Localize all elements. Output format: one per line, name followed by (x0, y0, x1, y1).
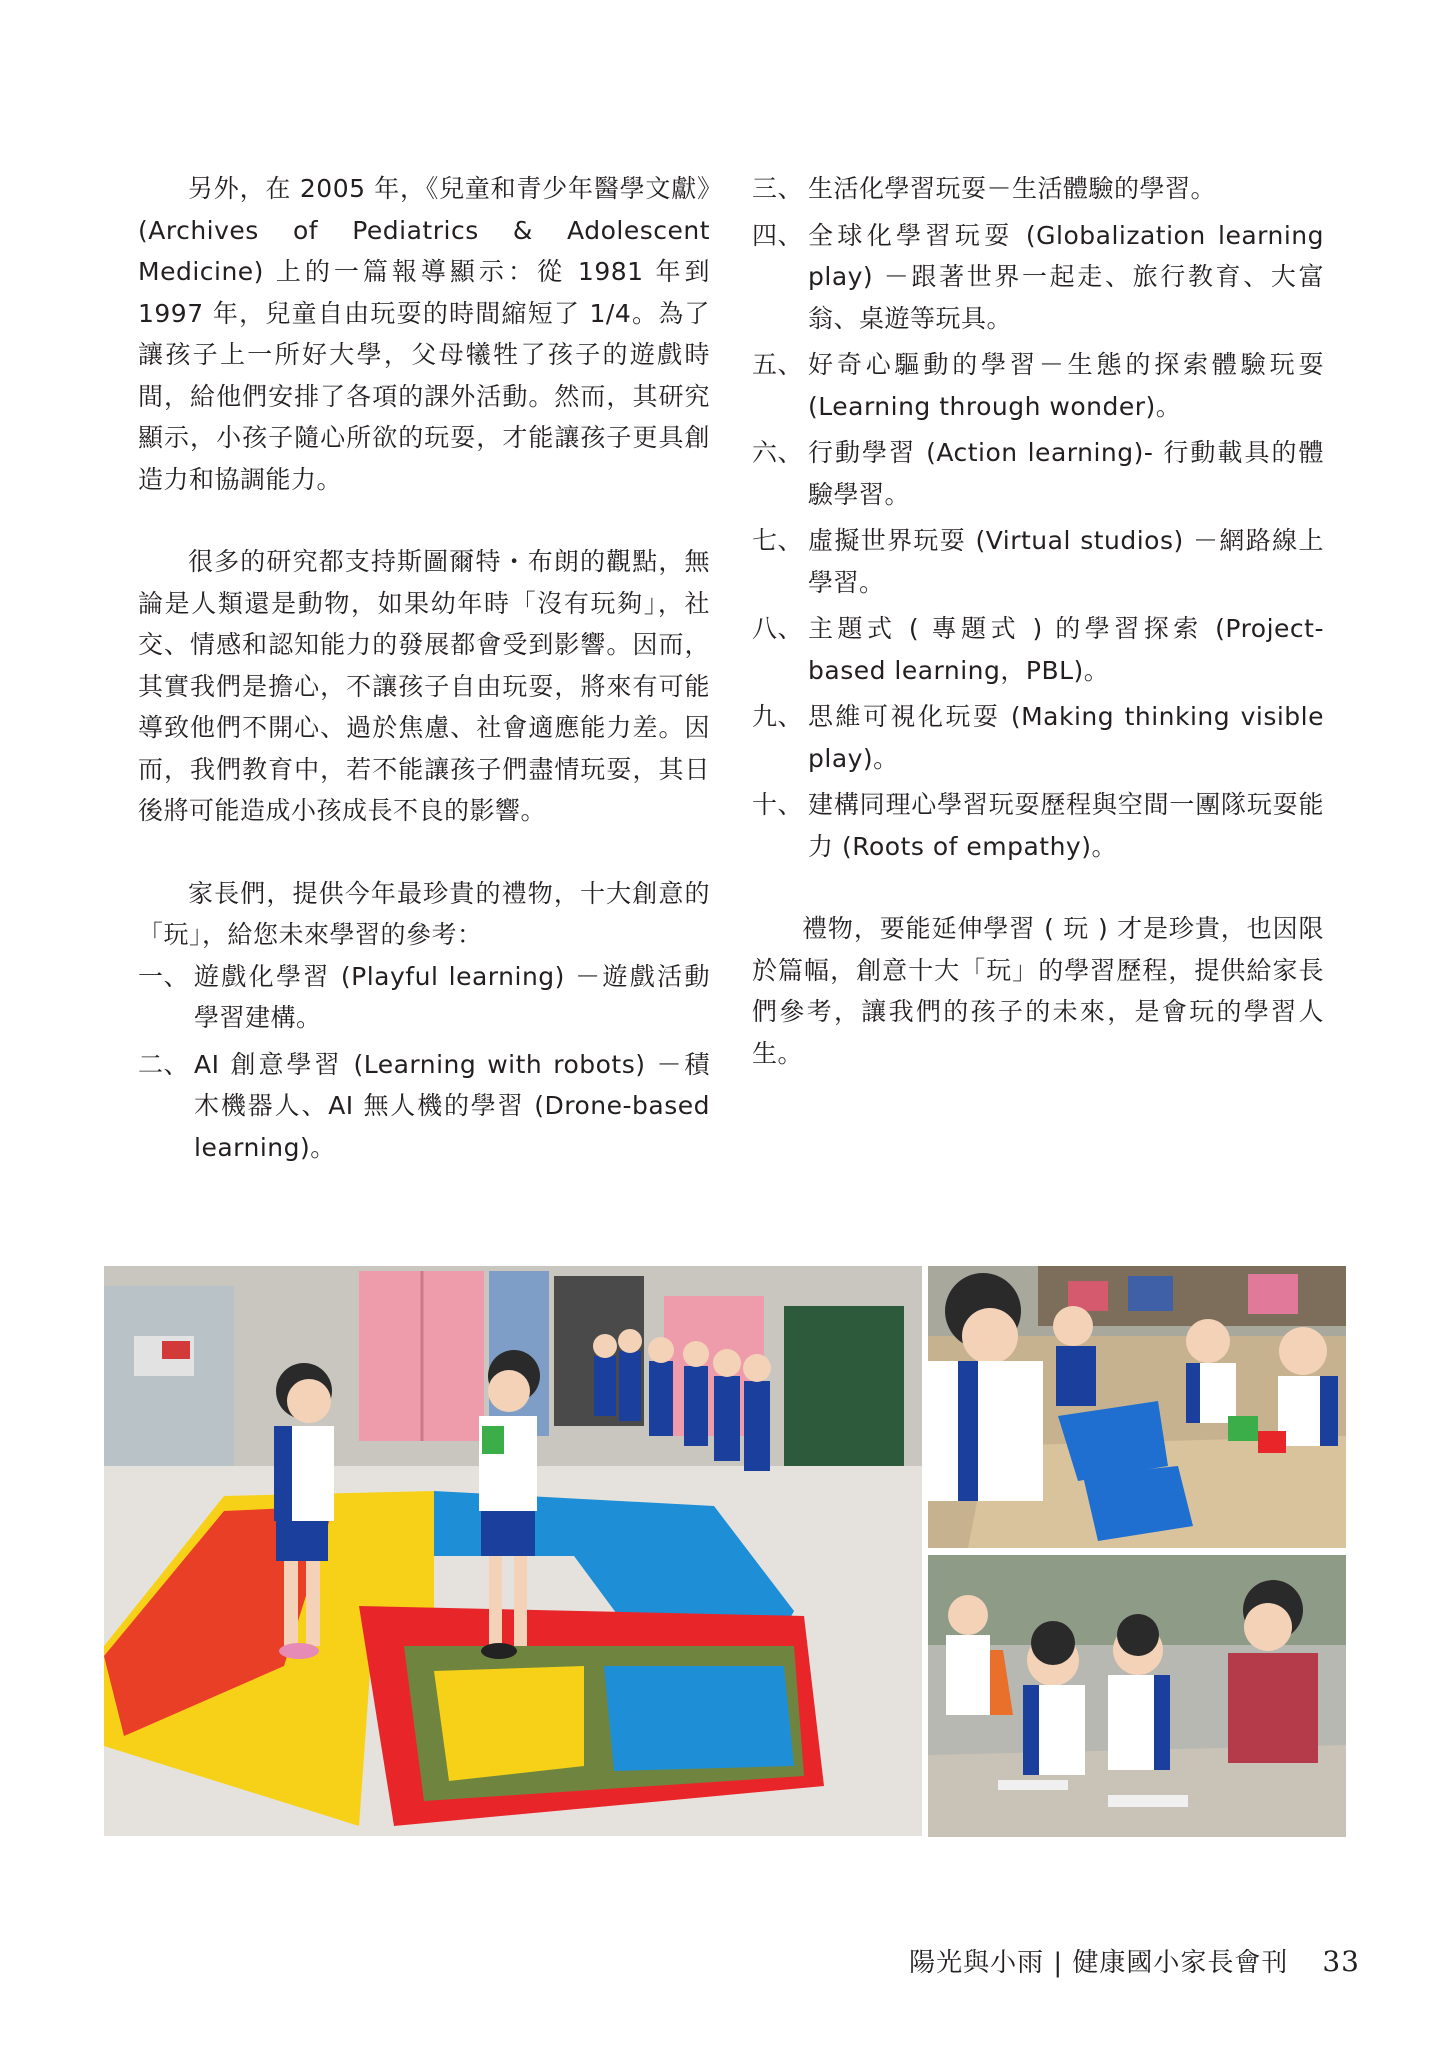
publication-title: 陽光與小雨 | 健康國小家長會刊 (909, 1948, 1289, 1978)
list-item-text: AI 創意學習 (Learning with robots) －積木機器人、AI 無人機的學習 (Drone-based learning)。 (194, 1049, 710, 1162)
right-column (752, 168, 1324, 1074)
list-item (752, 344, 1324, 427)
list-item (752, 608, 1324, 691)
list-item (138, 956, 710, 1039)
list-item-number: 十、 (752, 790, 804, 819)
list-item (138, 1044, 710, 1169)
photo-robot-blocks (928, 1266, 1346, 1548)
robot-blocks-illustration (928, 1266, 1346, 1548)
creative-play-list-part2 (752, 168, 1324, 867)
list-item (752, 168, 1324, 210)
list-item-number: 九、 (752, 702, 804, 731)
list-item-number: 三、 (752, 174, 804, 203)
list-item (752, 432, 1324, 515)
page-footer (909, 1942, 1360, 1979)
list-item-number: 一、 (138, 961, 190, 991)
list-item-number: 八、 (752, 614, 804, 643)
list-item-number: 四、 (752, 220, 804, 250)
photo-drone-learning (928, 1555, 1346, 1837)
list-item-number: 六、 (752, 438, 804, 467)
list-item-text: 生活化學習玩耍－生活體驗的學習。 (808, 174, 1217, 203)
list-item-text: 建構同理心學習玩耍歷程與空間一團隊玩耍能力 (Roots of empathy)。 (808, 790, 1324, 861)
paragraph-play-time: 另外，在 2005 年，《兒童和青少年醫學文獻》(Archives of Pediatrics & Adolescent Medicine) 上的一篇報導顯示：從 1981 年到 1997 年，兒童自由玩耍的時間縮短了 1/4。為了讓孩子上一所好大學，父母犧牲了孩子的遊戲時間，給他們安排了各項的課外活動。然而，其研究顯示，小孩子隨心所欲的玩耍，才能讓孩子更具創造力和協調能力。 (138, 174, 710, 494)
list-item-text: 行動學習 (Action learning)- 行動載具的體驗學習。 (808, 438, 1324, 509)
list-item-text: 思維可視化玩耍 (Making thinking visible play)。 (808, 702, 1324, 773)
photo-floor-board-game (104, 1266, 922, 1836)
list-item (752, 784, 1324, 867)
list-item-number: 五、 (752, 350, 804, 379)
paragraph-gift-intro: 家長們，提供今年最珍貴的禮物，十大創意的「玩」，給您未來學習的參考： (138, 878, 710, 949)
floor-board-game-illustration (104, 1266, 922, 1836)
list-item-text: 虛擬世界玩耍 (Virtual studios) －網路線上學習。 (808, 526, 1324, 597)
list-item-number: 二、 (138, 1049, 190, 1079)
paragraph-research: 很多的研究都支持斯圖爾特・布朗的觀點，無論是人類還是動物，如果幼年時「沒有玩夠」，社交、情感和認知能力的發展都會受到影響。因而，其實我們是擔心，不讓孩子自由玩耍，將來有可能導致他們不開心、過於焦慮、社會適應能力差。因而，我們教育中，若不能讓孩子們盡情玩耍，其日後將可能造成小孩成長不良的影響。 (138, 547, 710, 825)
list-item-text: 全球化學習玩耍 (Globalization learning play) －跟著世界一起走、旅行教育、大富翁、桌遊等玩具。 (808, 220, 1324, 333)
left-column (138, 168, 710, 1173)
page-number: 33 (1322, 1945, 1360, 1978)
list-item-number: 七、 (752, 526, 804, 555)
drone-learning-illustration (928, 1555, 1346, 1837)
paragraph-closing: 禮物，要能延伸學習 ( 玩 ) 才是珍貴，也因限於篇幅，創意十大「玩」的學習歷程，提供給家長們參考，讓我們的孩子的未來，是會玩的學習人生。 (752, 914, 1324, 1068)
list-item (752, 520, 1324, 603)
list-item (752, 215, 1324, 340)
list-item-text: 主題式 ( 專題式 ) 的學習探索 (Project-based learning，PBL)。 (808, 614, 1324, 685)
list-item-text: 好奇心驅動的學習－生態的探索體驗玩耍 (Learning through wonder)。 (808, 350, 1324, 421)
list-item (752, 696, 1324, 779)
creative-play-list-part1 (138, 956, 710, 1169)
list-item-text: 遊戲化學習 (Playful learning) －遊戲活動學習建構。 (194, 961, 710, 1032)
